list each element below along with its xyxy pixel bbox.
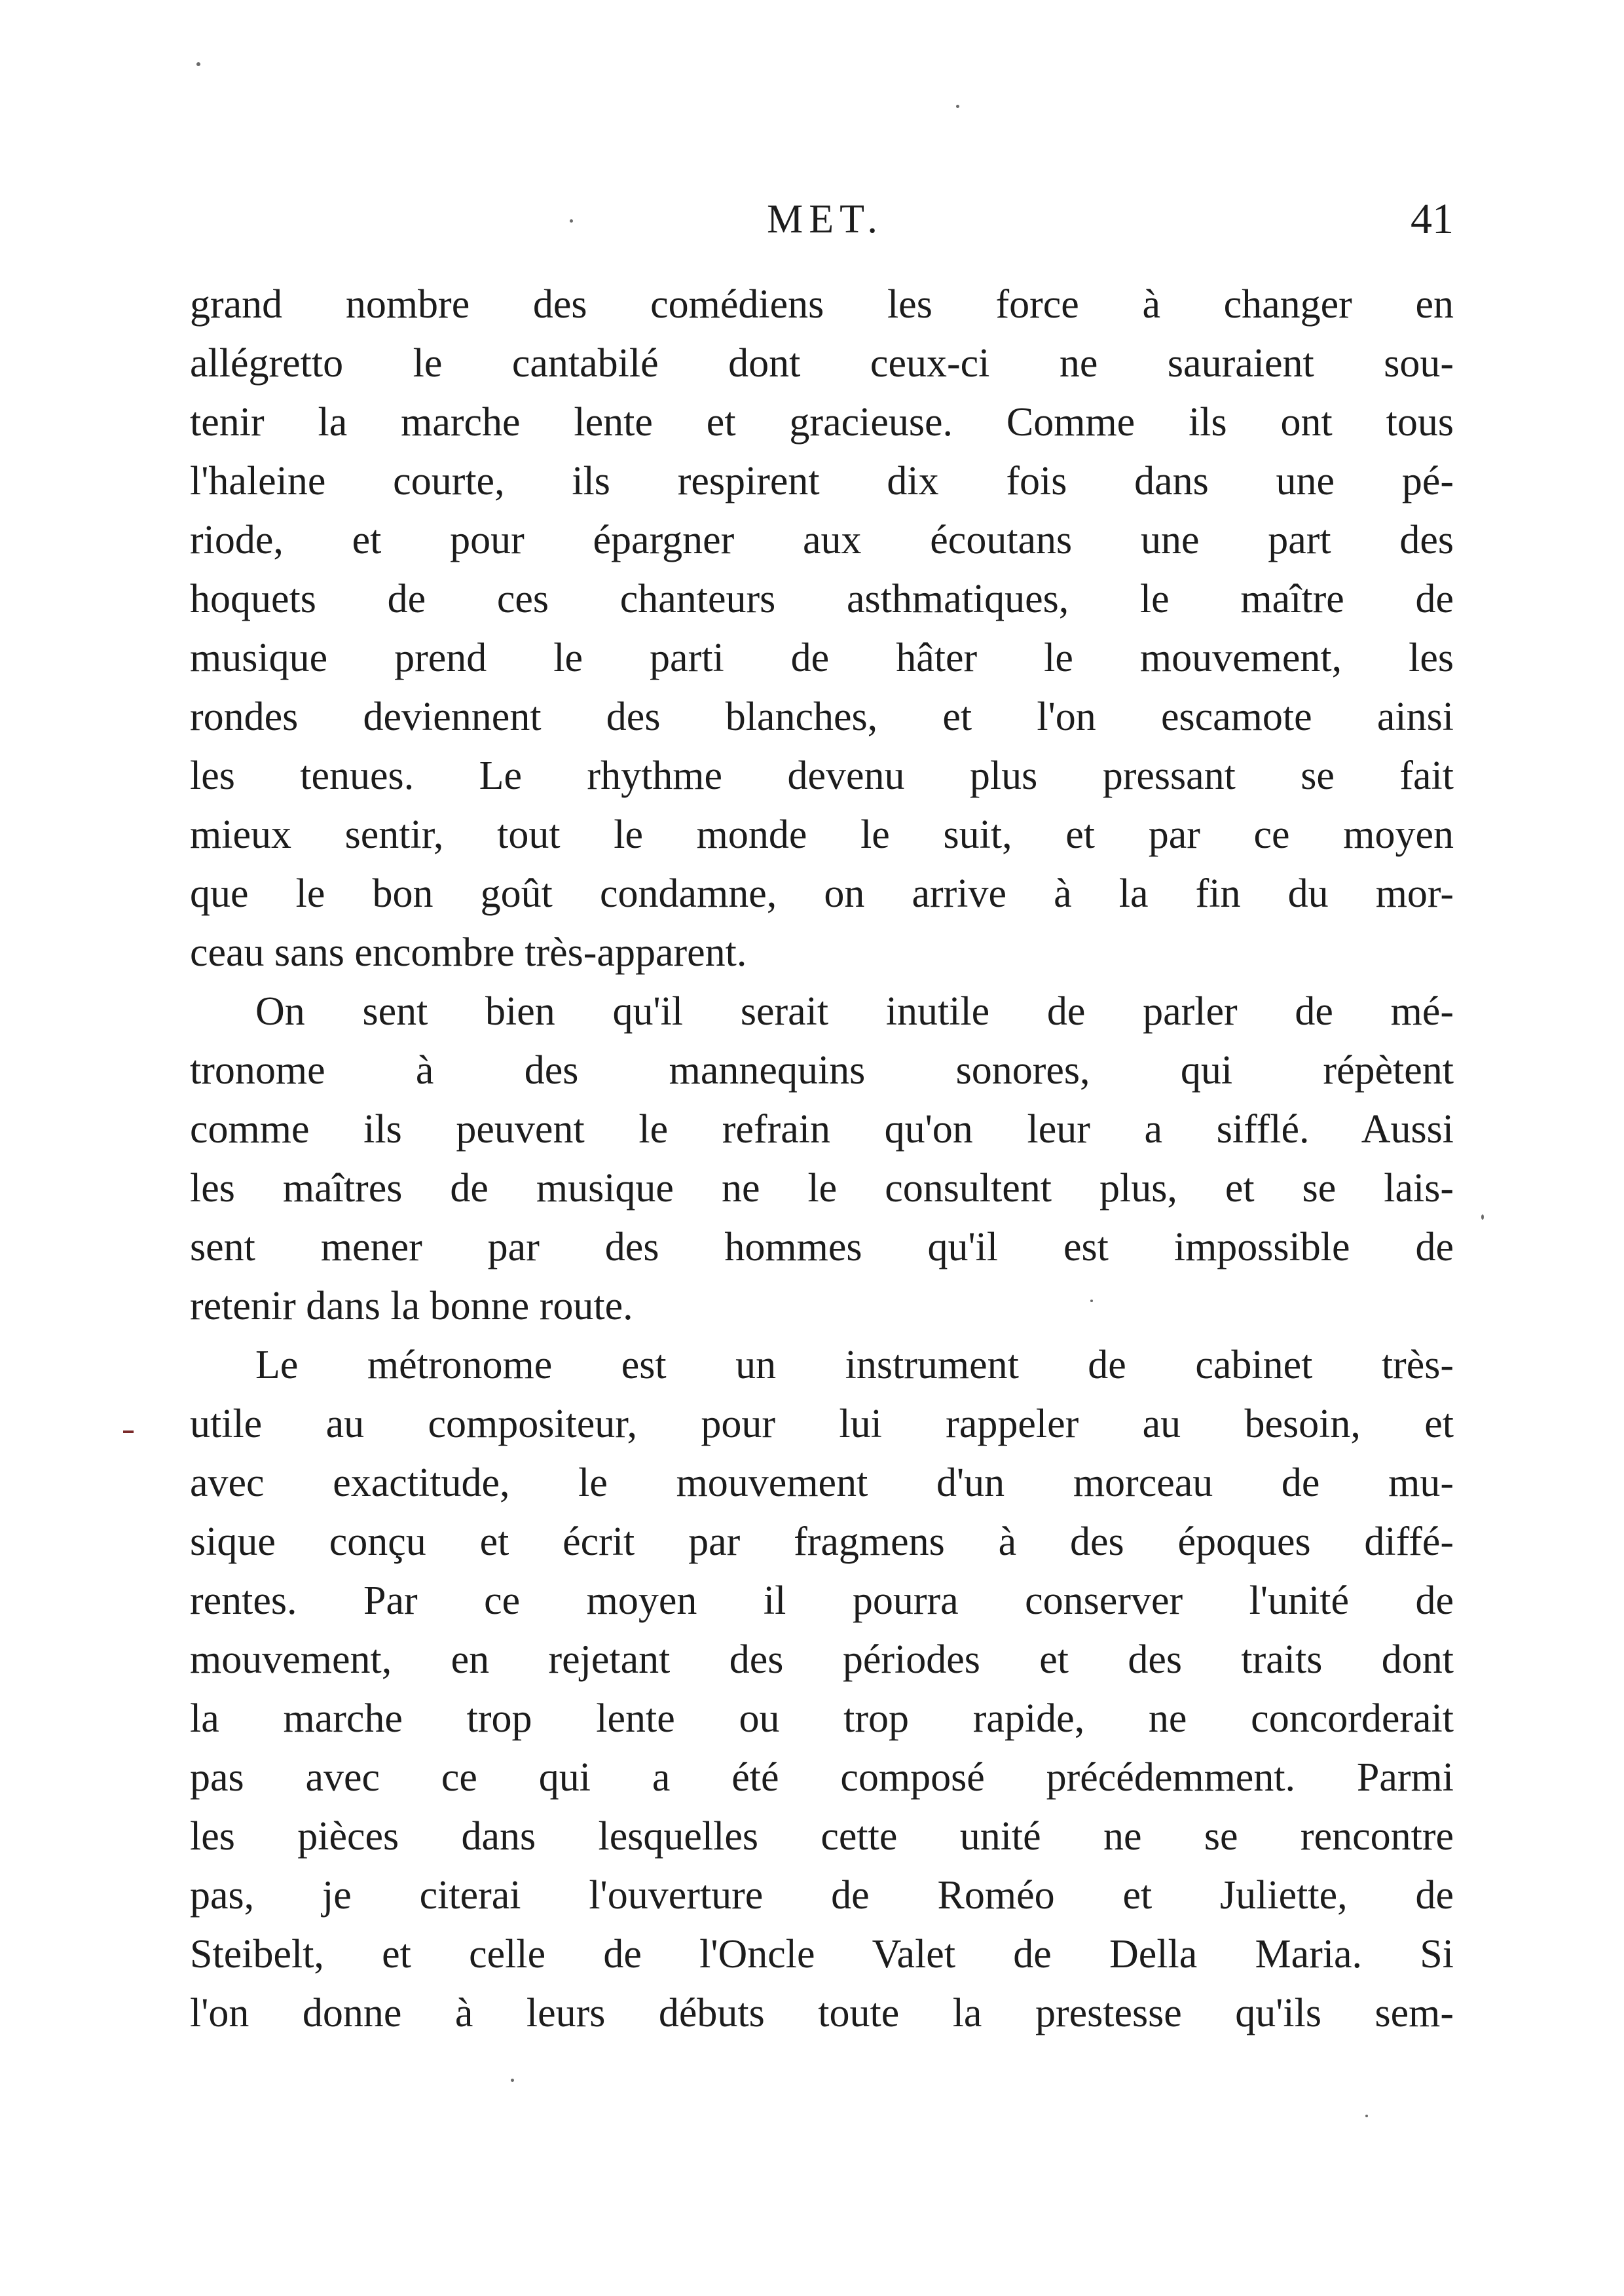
text-line: comme ils peuvent le refrain qu'on leur a sifflé. Aussi <box>190 1107 1454 1152</box>
text-line: sique conçu et écrit par fragmens à des époques diffé- <box>190 1520 1454 1564</box>
text-line: grand nombre des comédiens les force à changer en <box>190 282 1454 327</box>
page-header <box>196 183 1454 255</box>
text-line: tronome à des mannequins sonores, qui répètent <box>190 1048 1454 1093</box>
text-line: allégretto le cantabilé dont ceux-ci ne sauraient sou- <box>190 341 1454 386</box>
text-line: les pièces dans lesquelles cette unité ne se rencontre <box>190 1814 1454 1859</box>
text-line: Steibelt, et celle de l'Oncle Valet de Della Maria. Si <box>190 1932 1454 1977</box>
page-number: 41 <box>1411 195 1454 243</box>
text-line: tenir la marche lente et gracieuse. Comme ils ont tous <box>190 400 1454 445</box>
text-line: l'on donne à leurs débuts toute la prestesse qu'ils sem- <box>190 1991 1454 2035</box>
text-line: les maîtres de musique ne le consultent plus, et se lais- <box>190 1166 1454 1211</box>
text-line: riode, et pour épargner aux écoutans une part des <box>190 518 1454 562</box>
paper-speck <box>1090 1300 1093 1302</box>
text-line: retenir dans la bonne route. <box>190 1284 633 1328</box>
text-line: sent mener par des hommes qu'il est impossible de <box>190 1225 1454 1269</box>
paper-speck <box>570 219 573 223</box>
text-line: pas, je citerai l'ouverture de Roméo et Juliette, de <box>190 1873 1454 1918</box>
text-line: Le métronome est un instrument de cabinet très- <box>255 1343 1454 1387</box>
paper-speck <box>956 105 959 108</box>
text-line: hoquets de ces chanteurs asthmatiques, le maître de <box>190 577 1454 621</box>
margin-mark <box>123 1430 134 1433</box>
text-line: rondes deviennent des blanches, et l'on escamote ainsi <box>190 695 1454 739</box>
paper-speck <box>1481 1214 1484 1220</box>
text-line: pas avec ce qui a été composé précédemment. Parmi <box>190 1755 1454 1800</box>
text-line: que le bon goût condamne, on arrive à la fin du mor- <box>190 871 1454 916</box>
text-line: mieux sentir, tout le monde le suit, et par ce moyen <box>190 812 1454 857</box>
text-line: avec exactitude, le mouvement d'un morceau de mu- <box>190 1461 1454 1505</box>
text-line: les tenues. Le rhythme devenu plus pressant se fait <box>190 754 1454 798</box>
paper-speck <box>511 2079 514 2082</box>
text-line: rentes. Par ce moyen il pourra conserver l'unité de <box>190 1578 1454 1623</box>
text-line: l'haleine courte, ils respirent dix fois dans une pé- <box>190 459 1454 503</box>
text-line: mouvement, en rejetant des périodes et des traits dont <box>190 1637 1454 1682</box>
running-head: MET. <box>767 197 883 242</box>
paper-speck <box>1365 2115 1368 2117</box>
text-line: musique prend le parti de hâter le mouvement, les <box>190 636 1454 680</box>
text-line: la marche trop lente ou trop rapide, ne concorderait <box>190 1696 1454 1741</box>
body-text <box>190 275 1454 2043</box>
text-line: ceau sans encombre très-apparent. <box>190 930 747 975</box>
text-line: On sent bien qu'il serait inutile de parler de mé- <box>255 989 1454 1034</box>
paper-speck <box>196 62 200 66</box>
text-line: utile au compositeur, pour lui rappeler au besoin, et <box>190 1402 1454 1446</box>
